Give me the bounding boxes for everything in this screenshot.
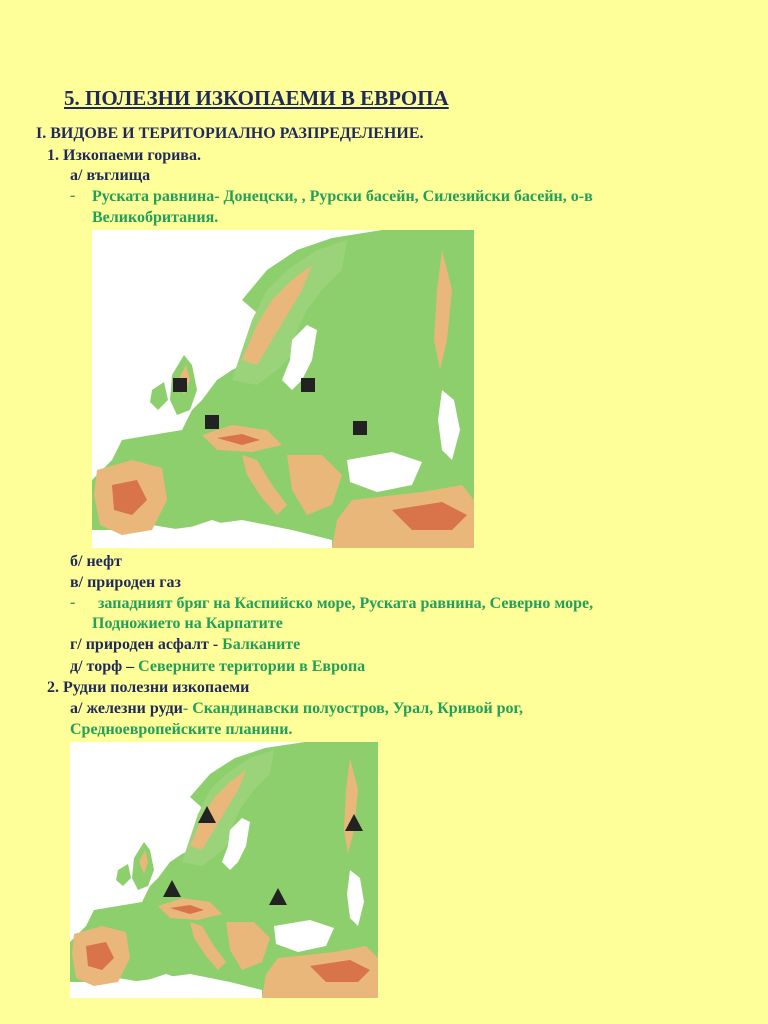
fuels-heading: 1. Изкопаеми горива. (47, 147, 201, 164)
coal-label: а/ въглища (70, 167, 151, 184)
europe-map-image-2 (70, 742, 378, 998)
iron-text-line-1: - Скандинавски полуостров, Урал, Кривой рог, (182, 700, 524, 717)
coal-map (92, 230, 474, 548)
europe-map-image (92, 230, 474, 548)
coal-text-line-1: Руската равнина- Донецски, , Рурски басейн, Силезийски басейн, о-в (92, 188, 593, 205)
gas-text-line-1: западният бряг на Каспийско море, Руската равнина, Северно море, (98, 595, 594, 612)
coal-marker-silesia (301, 378, 315, 392)
iron-line (70, 699, 523, 719)
gas-dash: - (70, 594, 76, 611)
coal-text-line-2: Великобритания. (92, 209, 219, 226)
gas-text-line-2: Подножието на Карпатите (92, 615, 283, 632)
peat-label: д/ торф – (70, 658, 139, 675)
coal-marker-britain (173, 378, 187, 392)
coal-dash: - (70, 187, 76, 204)
peat-text: Северните територии в Европа (138, 658, 366, 675)
asphalt-label: г/ природен асфалт - (70, 636, 223, 653)
iron-text-line-2: Средноевропейските планини. (70, 721, 293, 738)
oil-label: б/ нефт (70, 553, 122, 570)
section-heading: I. ВИДОВЕ И ТЕРИТОРИАЛНО РАЗПРЕДЕЛЕНИЕ. (36, 125, 424, 142)
asphalt-line (70, 635, 300, 655)
asphalt-text: Балканите (222, 636, 301, 653)
iron-label: а/ железни руди (70, 700, 183, 717)
coal-marker-donetsk (353, 421, 367, 435)
coal-marker-ruhr (205, 415, 219, 429)
gas-label: в/ природен газ (70, 574, 181, 591)
page-title: 5. ПОЛЕЗНИ ИЗКОПАЕМИ В ЕВРОПА (64, 86, 449, 110)
peat-line (70, 657, 365, 677)
ores-heading: 2. Рудни полезни изкопаеми (47, 679, 250, 696)
iron-map (70, 742, 378, 998)
